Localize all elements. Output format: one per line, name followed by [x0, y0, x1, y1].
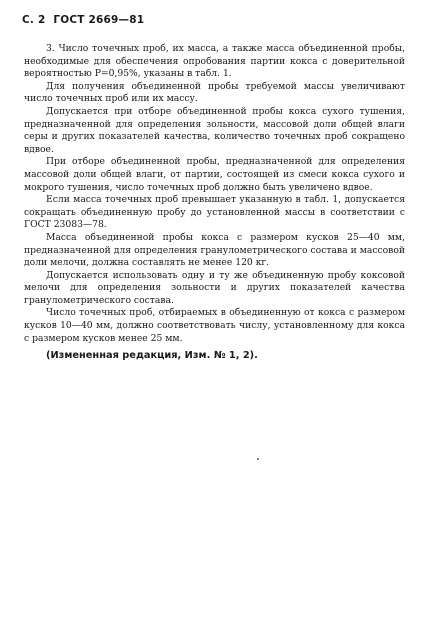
paragraph: Допускается при отборе объединенной пробы кокса сухого тушения, предназначенной для определения зольности, массовой доли общей влаги серы и других показателей качества, количество точечных проб сокращено вдвое. — [24, 105, 405, 155]
paragraph: Если масса точечных проб превышает указанную в табл. 1, допускается сокращать объединенную пробу до установленной массы в соответствии с ГОСТ 23083—78. — [24, 194, 405, 231]
amendment-note: (Измененная редакция, Изм. № 1, 2). — [46, 350, 258, 362]
paragraph: Масса объединенной пробы кокса с размером кусков 25—40 мм, предназначенной для определения гранулометрического состава и массовой доли мелочи, должна составлять не менее 120 кг. — [24, 231, 405, 269]
standard-code: ГОСТ 2669—81 — [53, 14, 145, 26]
document-body — [24, 43, 405, 363]
paragraph: Число точечных проб, отбираемых в объединенную от кокса с размером кусков 10—40 мм, должно соответствовать числу, установленному для кокса с размером кусков менее 25 мм. — [24, 307, 405, 344]
paragraph: 3. Число точечных проб, их масса, а также масса объединенной пробы, необходимые для обеспечения опробования партии кокса с доверительной вероятностью P=0,95%, указаны в табл. 1. — [24, 43, 405, 80]
page-header — [22, 14, 144, 26]
paragraph: При отборе объединенной пробы, предназначенной для определения массовой доли общей влаги, от партии, состоящей из смеси кокса сухого и мокрого тушения, число точечных проб должно быть увеличено вдвое. — [24, 156, 405, 193]
page-number: С. 2 — [22, 14, 46, 26]
paragraph: Допускается использовать одну и ту же объединенную пробу коксовой мелочи для определения зольности и других показателей качества гранулометрического состава. — [24, 269, 405, 306]
paragraph: Для получения объединенной пробы требуемой массы увеличивают число точечных проб или их массу. — [24, 80, 405, 105]
scan-speck — [257, 458, 259, 460]
